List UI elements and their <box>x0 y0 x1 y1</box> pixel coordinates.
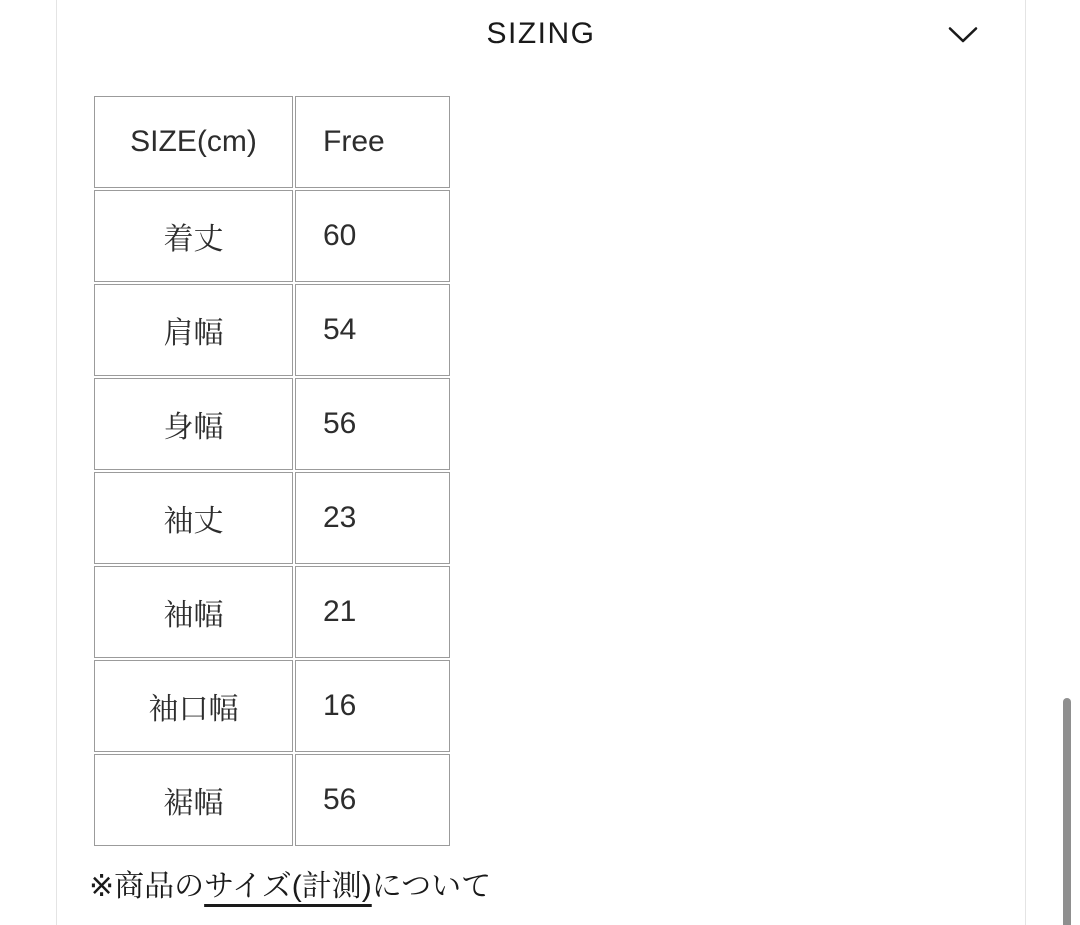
size-row-value: 23 <box>295 472 450 564</box>
size-row-label: 袖口幅 <box>94 660 293 752</box>
size-footnote <box>89 861 491 905</box>
size-row-value: 21 <box>295 566 450 658</box>
size-row-value: 16 <box>295 660 450 752</box>
size-row-label: 裾幅 <box>94 754 293 846</box>
chevron-down-icon[interactable] <box>948 26 978 44</box>
size-table-row <box>94 378 450 470</box>
size-table <box>92 94 452 848</box>
footnote-suffix: について <box>371 870 492 903</box>
size-row-value: 54 <box>295 284 450 376</box>
size-table-row <box>94 660 450 752</box>
size-table-row <box>94 754 450 846</box>
size-row-label: 袖幅 <box>94 566 293 658</box>
size-row-label: 着丈 <box>94 190 293 282</box>
size-row-value: 56 <box>295 378 450 470</box>
size-row-value: 60 <box>295 190 450 282</box>
size-row-value: 56 <box>295 754 450 846</box>
content-card <box>56 0 1026 925</box>
size-measurement-link[interactable]: サイズ(計測) <box>204 870 372 903</box>
sizing-accordion-header[interactable] <box>57 0 1025 72</box>
size-table-row <box>94 472 450 564</box>
size-column-header: SIZE(cm) <box>94 96 293 188</box>
size-row-label: 身幅 <box>94 378 293 470</box>
size-row-label: 肩幅 <box>94 284 293 376</box>
size-table-row <box>94 190 450 282</box>
free-column-header: Free <box>295 96 450 188</box>
size-row-label: 袖丈 <box>94 472 293 564</box>
footnote-prefix: ※商品の <box>89 870 205 903</box>
size-table-row <box>94 566 450 658</box>
size-table-row <box>94 284 450 376</box>
size-table-header-row <box>94 96 450 188</box>
section-title: SIZING <box>486 17 596 50</box>
scrollbar-thumb[interactable] <box>1063 698 1071 925</box>
